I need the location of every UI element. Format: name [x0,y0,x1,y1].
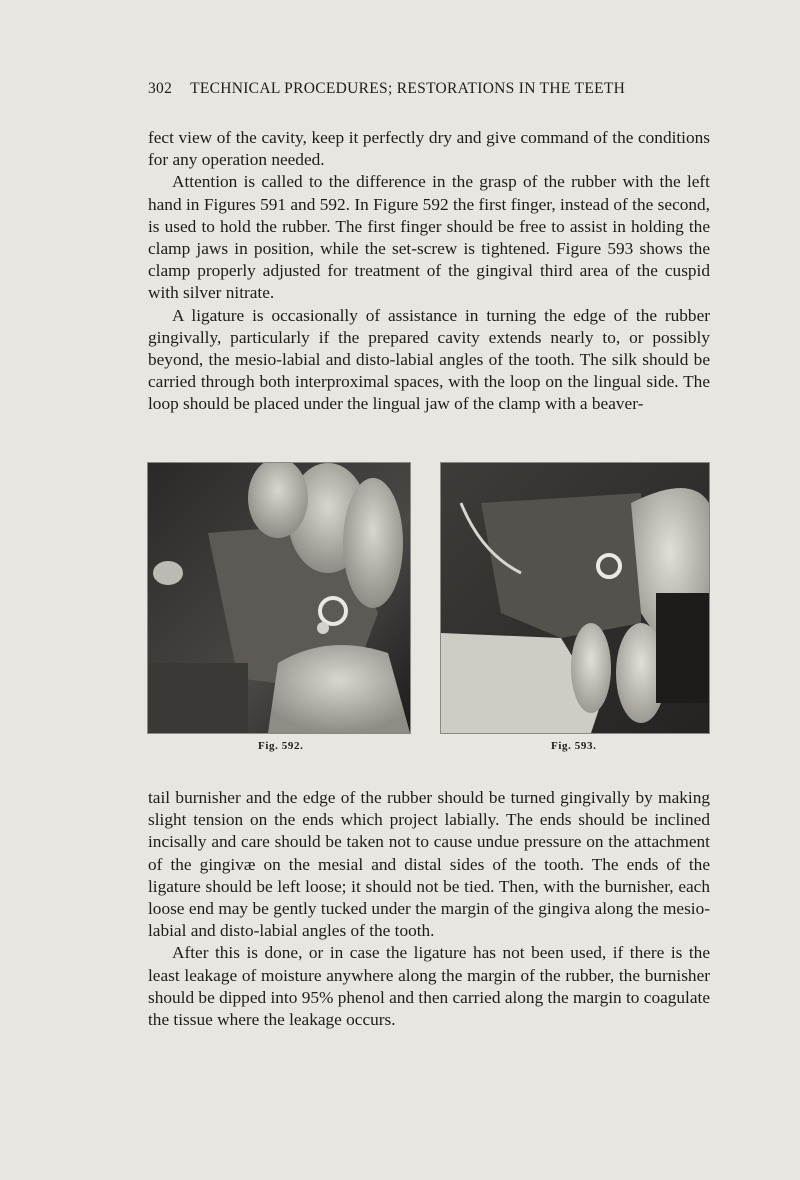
page-number: 302 [148,80,173,97]
figure-592-image [148,463,410,733]
paragraph: After this is done, or in case the ligature has not been used, if there is the least leakage of moisture anywhere along the margin of the rubber, the burnisher should be dipped into 95% phenol and then carried along the margin to coagulate the tissue where the leakage occurs. [148,943,710,1030]
paragraph: tail burnisher and the edge of the rubber should be turned gingivally by making slight tension on the ends which project labially. The ends should be inclined incisally and care should be taken not to cause undue pressure on the attachment of the gingivæ on the mesial and distal sides of the tooth. The ends of the ligature should be left loose; it should not be tied. Then, with the burnisher, each loose end may be gently tucked under the margin of the gingiva along the mesio-labial and disto-labial angles of the tooth. [148,788,710,941]
figure-592-caption: Fig. 592. [258,740,304,752]
running-title: TECHNICAL PROCEDURES; RESTORATIONS IN THE TEETH [190,80,626,97]
paragraph: A ligature is occasionally of assistance in turning the edge of the rubber gingivally, particularly if the prepared cavity extends nearly to, or possibly beyond, the mesio-labial and disto-labial angles of the tooth. The silk should be carried through both interproximal spaces, with the loop on the lingual side. The loop should be placed under the lingual jaw of the clamp with a beaver- [148,305,710,414]
paragraph: fect view of the cavity, keep it perfectly dry and give command of the conditions for any operation needed. [148,128,710,170]
figure-593-caption: Fig. 593. [551,740,597,752]
body-text-top [148,127,710,416]
figure-592-photo [147,462,411,734]
paragraph: Attention is called to the difference in the grasp of the rubber with the left hand in Figures 591 and 592. In Figure 592 the first finger, instead of the second, is used to hold the rubber. The first finger should be free to assist in holding the clamp jaws in position, while the set-screw is tightened. Figure 593 shows the clamp properly adjusted for treatment of the gingival third area of the cuspid with silver nitrate. [148,172,710,303]
running-header [148,80,668,98]
body-text-bottom [148,787,710,1031]
figure-593-photo [440,462,710,734]
figure-593-image [441,463,709,733]
